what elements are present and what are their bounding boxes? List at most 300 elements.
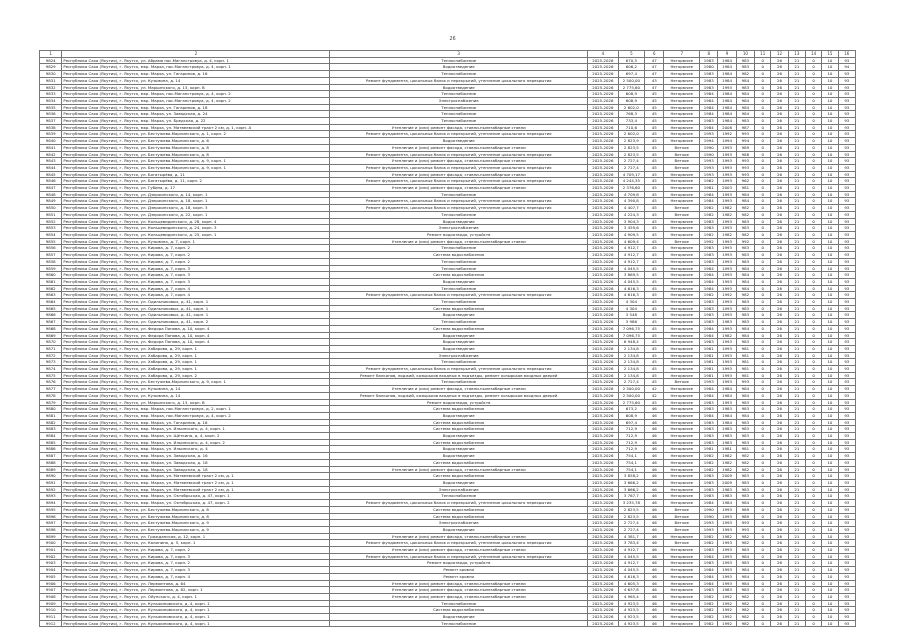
cell-condition: Негорючее <box>664 245 700 252</box>
cell-row-number: 9860 <box>40 272 62 279</box>
cell-year-c10: 981 <box>736 352 754 359</box>
cell-area: 733,4 <box>618 118 644 125</box>
cell-area: 4 637,8 <box>618 587 644 594</box>
cell-condition: Негорючее <box>664 265 700 272</box>
cell-year-c10: 993 <box>736 158 754 165</box>
cell-col-14: 0 <box>805 185 821 192</box>
cell-work-type: Ремонт фундамента, цокольных балок и перекрытий, утепление цокольного перекрытия <box>330 164 588 171</box>
cell-work-type: Система водоснабжения <box>330 426 588 433</box>
cell-wear-pct: 46 <box>645 466 664 473</box>
cell-year-c10: 982 <box>736 593 754 600</box>
cell-year-c10: 981 <box>736 446 754 453</box>
cell-col-16: 93 <box>838 138 855 145</box>
cell-period: 2025-2026 <box>588 513 619 520</box>
cell-address: Республика Саха (Якутия), г. Якутск, ул. Кирова, д. 7, корп. 4 <box>62 285 330 292</box>
cell-condition: Ветхое <box>664 164 700 171</box>
cell-address: Республика Саха (Якутия), г. Якутск, ул. Бестужева-Марлинского, д. 1, корп. 2 <box>62 131 330 138</box>
cell-address: Республика Саха (Якутия), г. Якутск, ул. Дзержинского, д. 22, корп. 1 <box>62 211 330 218</box>
cell-row-number: 9875 <box>40 372 62 379</box>
cell-col-11: 0 <box>755 433 771 440</box>
cell-col-12: 26 <box>771 245 788 252</box>
cell-overhaul-year: 1993 <box>718 359 736 366</box>
cell-col-16: 93 <box>838 205 855 212</box>
cell-address: Республика Саха (Якутия), г. Якутск, ул. Богатырёва, д. 11, корп. 2 <box>62 178 330 185</box>
table-row <box>40 620 856 627</box>
cell-work-type: Система водоснабжения <box>330 439 588 446</box>
cell-col-11: 0 <box>755 580 771 587</box>
cell-col-11: 0 <box>755 520 771 527</box>
table-row <box>40 573 856 580</box>
cell-col-16: 93 <box>838 500 855 507</box>
table-row <box>40 392 856 399</box>
cell-wear-pct: 45 <box>645 211 664 218</box>
cell-overhaul-year: 1993 <box>718 339 736 346</box>
cell-work-type: Водоотведение <box>330 84 588 91</box>
cell-col-15: 10 <box>822 446 838 453</box>
table-row <box>40 131 856 138</box>
cell-row-number: 9858 <box>40 258 62 265</box>
cell-col-12: 26 <box>771 607 788 614</box>
cell-build-year: 1983 <box>700 419 718 426</box>
cell-wear-pct: 46 <box>645 587 664 594</box>
cell-col-15: 10 <box>822 218 838 225</box>
cell-area: 4 304 <box>618 305 644 312</box>
cell-period: 2025-2026 <box>588 158 619 165</box>
table-row <box>40 231 856 238</box>
cell-build-year: 1993 <box>700 164 718 171</box>
cell-overhaul-year: 1983 <box>718 433 736 440</box>
cell-area: 3 904,3 <box>618 218 644 225</box>
cell-col-14: 0 <box>805 352 821 359</box>
cell-work-type: Водоотведение <box>330 278 588 285</box>
cell-build-year: 1982 <box>700 533 718 540</box>
cell-col-15: 10 <box>822 587 838 594</box>
cell-address: Республика Саха (Якутия), г. Якутск, ул. Кульжиновского, д. 4, корп. 1 <box>62 600 330 607</box>
cell-col-12: 26 <box>771 185 788 192</box>
cell-col-13: 21 <box>788 466 805 473</box>
cell-area: 4 045,5 <box>618 553 644 560</box>
cell-address: Республика Саха (Якутия), г. Якутск, мкр. Марха, ул. Матвеевский тракт 2 км, д. 1 <box>62 480 330 487</box>
cell-condition: Ветхое <box>664 238 700 245</box>
cell-wear-pct: 46 <box>645 580 664 587</box>
cell-row-number: 9904 <box>40 567 62 574</box>
cell-overhaul-year: 1982 <box>718 466 736 473</box>
cell-overhaul-year: 1992 <box>718 593 736 600</box>
cell-overhaul-year: 1993 <box>718 164 736 171</box>
cell-col-11: 0 <box>755 278 771 285</box>
cell-col-15: 10 <box>822 339 838 346</box>
cell-col-16: 93 <box>838 191 855 198</box>
cell-work-type: Ремонт фундамента, цокольных балок и перекрытий, утепление цокольного перекрытия <box>330 500 588 507</box>
cell-col-14: 0 <box>805 339 821 346</box>
cell-build-year: 1994 <box>700 138 718 145</box>
cell-row-number: 9879 <box>40 399 62 406</box>
cell-overhaul-year: 1993 <box>718 238 736 245</box>
cell-area: 3 869,5 <box>618 272 644 279</box>
cell-col-13: 21 <box>788 600 805 607</box>
cell-col-16: 93 <box>838 238 855 245</box>
cell-row-number: 9844 <box>40 164 62 171</box>
cell-col-16: 93 <box>838 580 855 587</box>
cell-wear-pct: 45 <box>645 225 664 232</box>
cell-build-year: 1984 <box>700 91 718 98</box>
cell-overhaul-year: 1982 <box>718 459 736 466</box>
cell-col-12: 26 <box>771 386 788 393</box>
cell-overhaul-year: 1993 <box>718 84 736 91</box>
cell-area: 4 381,7 <box>618 533 644 540</box>
cell-wear-pct: 46 <box>645 513 664 520</box>
cell-build-year: 1984 <box>700 325 718 332</box>
cell-overhaul-year: 1994 <box>718 138 736 145</box>
cell-area: 2 727,4 <box>618 520 644 527</box>
cell-work-type: Водоотведение <box>330 345 588 352</box>
cell-area: 754,1 <box>618 466 644 473</box>
cell-condition: Негорючее <box>664 446 700 453</box>
cell-col-13: 21 <box>788 446 805 453</box>
table-row <box>40 459 856 466</box>
cell-col-14: 0 <box>805 325 821 332</box>
cell-address: Республика Саха (Якутия), г. Якутск, ул. Кирова, д. 7, корп. 3 <box>62 553 330 560</box>
cell-col-15: 10 <box>822 131 838 138</box>
cell-col-14: 0 <box>805 151 821 158</box>
cell-col-11: 0 <box>755 319 771 326</box>
cell-overhaul-year: 1993 <box>718 191 736 198</box>
cell-wear-pct: 46 <box>645 480 664 487</box>
cell-col-15: 10 <box>822 580 838 587</box>
cell-address: Республика Саха (Якутия), г. Якутск, ул. Кирова, д. 7, корп. 2 <box>62 258 330 265</box>
cell-col-15: 10 <box>822 406 838 413</box>
cell-period: 2025-2026 <box>588 278 619 285</box>
cell-col-14: 0 <box>805 547 821 554</box>
cell-col-14: 0 <box>805 439 821 446</box>
cell-address: Республика Саха (Якутия), г. Якутск, ул. Федора Попова, д. 10, корп. 4 <box>62 339 330 346</box>
cell-area: 712,9 <box>618 426 644 433</box>
cell-col-12: 26 <box>771 500 788 507</box>
cell-period: 2025-2026 <box>588 439 619 446</box>
cell-col-16: 93 <box>838 231 855 238</box>
cell-address: Республика Саха (Якутия), г. Якутск, ул. Хабарова, д. 29, корп. 1 <box>62 345 330 352</box>
cell-row-number: 9908 <box>40 593 62 600</box>
cell-row-number: 9878 <box>40 392 62 399</box>
cell-wear-pct: 46 <box>645 406 664 413</box>
cell-wear-pct: 46 <box>645 433 664 440</box>
cell-condition: Негорючее <box>664 533 700 540</box>
cell-work-type: Ремонт фундамента, цокольных балок и перекрытий, утепление цокольного перекрытия <box>330 205 588 212</box>
cell-col-16: 93 <box>838 312 855 319</box>
cell-period: 2025-2026 <box>588 312 619 319</box>
cell-area: 2 727,4 <box>618 379 644 386</box>
cell-overhaul-year: 2009 <box>718 480 736 487</box>
cell-overhaul-year: 1984 <box>718 71 736 78</box>
cell-col-14: 0 <box>805 459 821 466</box>
cell-period: 2025-2026 <box>588 533 619 540</box>
cell-work-type: Водоотведение <box>330 339 588 346</box>
cell-row-number: 9824 <box>40 57 62 64</box>
cell-wear-pct: 42 <box>645 386 664 393</box>
cell-condition: Негорючее <box>664 366 700 373</box>
cell-col-15: 10 <box>822 111 838 118</box>
cell-col-16: 93 <box>838 426 855 433</box>
cell-area: 2 823,5 <box>618 144 644 151</box>
cell-wear-pct: 45 <box>645 245 664 252</box>
cell-col-14: 0 <box>805 111 821 118</box>
cell-col-15: 10 <box>822 238 838 245</box>
cell-col-12: 26 <box>771 292 788 299</box>
cell-col-11: 0 <box>755 506 771 513</box>
cell-work-type: Теплоснабжение <box>330 71 588 78</box>
cell-col-12: 26 <box>771 285 788 292</box>
cell-col-11: 0 <box>755 453 771 460</box>
cell-row-number: 9894 <box>40 500 62 507</box>
cell-col-12: 26 <box>771 64 788 71</box>
cell-col-13: 21 <box>788 258 805 265</box>
cell-col-13: 21 <box>788 138 805 145</box>
table-row <box>40 118 856 125</box>
cell-year-c10: 984 <box>736 111 754 118</box>
cell-row-number: 9889 <box>40 466 62 473</box>
cell-build-year: 1984 <box>700 500 718 507</box>
cell-col-16: 93 <box>838 299 855 306</box>
cell-row-number: 9831 <box>40 77 62 84</box>
cell-col-16: 93 <box>838 91 855 98</box>
cell-period: 2025-2026 <box>588 412 619 419</box>
cell-work-type: Утепление и (или) ремонт фасада, ставни-пылезабарные ставни <box>330 580 588 587</box>
cell-year-c10: 983 <box>736 419 754 426</box>
table-row <box>40 412 856 419</box>
cell-address: Республика Саха (Якутия), г. Якутск, мкр. Марха, ул. Заводская, д. 18 <box>62 466 330 473</box>
cell-col-16: 93 <box>838 620 855 627</box>
cell-address: Республика Саха (Якутия), г. Якутск, ул. Хабарова, д. 29, корп. 1 <box>62 366 330 373</box>
cell-build-year: 1990 <box>700 513 718 520</box>
cell-col-14: 0 <box>805 265 821 272</box>
cell-area: 3 783,4 <box>618 540 644 547</box>
cell-period: 2025-2026 <box>588 77 619 84</box>
cell-overhaul-year: 1993 <box>718 399 736 406</box>
cell-period: 2025-2026 <box>588 372 619 379</box>
cell-build-year: 1984 <box>700 386 718 393</box>
cell-condition: Негорючее <box>664 71 700 78</box>
cell-col-13: 21 <box>788 97 805 104</box>
cell-year-c10: 983 <box>736 312 754 319</box>
cell-col-16: 93 <box>838 292 855 299</box>
cell-row-number: 9863 <box>40 292 62 299</box>
cell-row-number: 9841 <box>40 144 62 151</box>
cell-period: 2025-2026 <box>588 91 619 98</box>
cell-col-15: 10 <box>822 171 838 178</box>
cell-col-15: 10 <box>822 513 838 520</box>
table-row <box>40 265 856 272</box>
cell-col-16: 93 <box>838 118 855 125</box>
cell-condition: Ветхое <box>664 151 700 158</box>
cell-col-11: 0 <box>755 620 771 627</box>
cell-condition: Негорючее <box>664 185 700 192</box>
cell-col-16: 93 <box>838 225 855 232</box>
cell-col-15: 10 <box>822 419 838 426</box>
cell-col-14: 0 <box>805 526 821 533</box>
cell-work-type: Утепление и (или) ремонт фасада, ставни-пылезабарные ставни <box>330 466 588 473</box>
cell-col-11: 0 <box>755 191 771 198</box>
cell-year-c10: 984 <box>736 265 754 272</box>
table-row <box>40 493 856 500</box>
cell-col-13: 21 <box>788 580 805 587</box>
cell-area: 2 134,8 <box>618 345 644 352</box>
cell-overhaul-year: 1984 <box>718 386 736 393</box>
cell-row-number: 9847 <box>40 185 62 192</box>
cell-year-c10: 984 <box>736 104 754 111</box>
cell-col-11: 0 <box>755 71 771 78</box>
cell-col-11: 0 <box>755 386 771 393</box>
cell-col-12: 26 <box>771 57 788 64</box>
cell-build-year: 1983 <box>700 84 718 91</box>
table-row <box>40 124 856 131</box>
cell-build-year: 1982 <box>700 614 718 621</box>
cell-period: 2025-2026 <box>588 386 619 393</box>
table-row <box>40 446 856 453</box>
cell-overhaul-year: 1993 <box>718 278 736 285</box>
cell-year-c10: 984 <box>736 553 754 560</box>
cell-year-c10: 984 <box>736 332 754 339</box>
table-row <box>40 252 856 259</box>
cell-overhaul-year: 1983 <box>718 493 736 500</box>
cell-period: 2025-2026 <box>588 366 619 373</box>
cell-area: 3 235,78 <box>618 500 644 507</box>
cell-col-11: 0 <box>755 91 771 98</box>
cell-year-c10: 994 <box>736 138 754 145</box>
cell-overhaul-year: 1984 <box>718 412 736 419</box>
cell-col-14: 0 <box>805 567 821 574</box>
cell-address: Республика Саха (Якутия), г. Якутск, мкр. Марха, ул. Гагаринов, д. 16 <box>62 419 330 426</box>
table-row <box>40 305 856 312</box>
cell-row-number: 9856 <box>40 245 62 252</box>
cell-col-15: 10 <box>822 265 838 272</box>
cell-col-14: 0 <box>805 97 821 104</box>
cell-col-14: 0 <box>805 620 821 627</box>
cell-col-13: 21 <box>788 171 805 178</box>
cell-area: 4 609,4 <box>618 238 644 245</box>
cell-area: 4 923,5 <box>618 620 644 627</box>
table-row <box>40 486 856 493</box>
cell-build-year: 1982 <box>700 593 718 600</box>
cell-build-year: 1981 <box>700 372 718 379</box>
cell-work-type: Водоотведение <box>330 526 588 533</box>
cell-row-number: 9884 <box>40 433 62 440</box>
cell-row-number: 9853 <box>40 225 62 232</box>
cell-area: 768,3 <box>618 111 644 118</box>
cell-col-16: 93 <box>838 439 855 446</box>
cell-year-c10: 981 <box>736 345 754 352</box>
cell-work-type: Утепление и (или) ремонт фасада, ставни-пылезабарные ставни <box>330 587 588 594</box>
cell-col-16: 93 <box>838 278 855 285</box>
cell-year-c10: 982 <box>736 620 754 627</box>
cell-col-15: 10 <box>822 332 838 339</box>
cell-condition: Негорючее <box>664 352 700 359</box>
cell-col-16: 93 <box>838 77 855 84</box>
cell-overhaul-year: 1993 <box>718 573 736 580</box>
cell-condition: Негорючее <box>664 580 700 587</box>
cell-build-year: 1982 <box>700 607 718 614</box>
cell-build-year: 1984 <box>700 198 718 205</box>
cell-address: Республика Саха (Якутия), г. Якутск, ул. Кирова, д. 7, корп. 3 <box>62 272 330 279</box>
cell-condition: Негорючее <box>664 258 700 265</box>
cell-col-15: 10 <box>822 526 838 533</box>
cell-row-number: 9865 <box>40 305 62 312</box>
cell-year-c10: 988 <box>736 151 754 158</box>
cell-condition: Негорючее <box>664 171 700 178</box>
cell-condition: Негорючее <box>664 426 700 433</box>
cell-col-14: 0 <box>805 513 821 520</box>
cell-address: Республика Саха (Якутия), г. Якутск, ул. Хабарова, д. 29, корп. 2 <box>62 372 330 379</box>
cell-overhaul-year: 2003 <box>718 185 736 192</box>
cell-year-c10: 983 <box>736 118 754 125</box>
cell-wear-pct: 45 <box>645 131 664 138</box>
cell-col-11: 0 <box>755 372 771 379</box>
cell-row-number: 9882 <box>40 419 62 426</box>
cell-period: 2025-2026 <box>588 560 619 567</box>
cell-address: Республика Саха (Якутия), г. Якутск, ул. Одильниковых, д. 41, корп. 1 <box>62 305 330 312</box>
cell-wear-pct: 46 <box>645 540 664 547</box>
cell-area: 2 134,8 <box>618 366 644 373</box>
cell-col-13: 21 <box>788 593 805 600</box>
cell-condition: Негорючее <box>664 64 700 71</box>
cell-wear-pct: 45 <box>645 278 664 285</box>
cell-col-16: 93 <box>838 305 855 312</box>
cell-address: Республика Саха (Якутия), г. Якутск, мкр. Марха, ул. Ильинского, д. 4 <box>62 446 330 453</box>
cell-build-year: 1981 <box>700 446 718 453</box>
cell-build-year: 1982 <box>700 231 718 238</box>
cell-address: Республика Саха (Якутия), г. Якутск, ул. Бестужева-Марлинского, д. 9, корп. 1 <box>62 164 330 171</box>
cell-address: Республика Саха (Якутия), г. Якутск, мкр. Марха, ул. Гагаринов, д. 16 <box>62 71 330 78</box>
cell-col-11: 0 <box>755 553 771 560</box>
table-row <box>40 191 856 198</box>
cell-build-year: 1983 <box>700 305 718 312</box>
cell-year-c10: 984 <box>736 97 754 104</box>
cell-col-15: 10 <box>822 352 838 359</box>
cell-area: 2 823,5 <box>618 513 644 520</box>
cell-address: Республика Саха (Якутия), г. Якутск, мкр. Марха, ул. Ильинского, д. 4, корп. 1 <box>62 426 330 433</box>
cell-col-12: 26 <box>771 600 788 607</box>
cell-overhaul-year: 1993 <box>718 178 736 185</box>
cell-col-16: 93 <box>838 366 855 373</box>
cell-col-13: 21 <box>788 312 805 319</box>
cell-area: 2 134,8 <box>618 359 644 366</box>
cell-area: 3 548 <box>618 312 644 319</box>
cell-col-13: 21 <box>788 218 805 225</box>
cell-period: 2025-2026 <box>588 526 619 533</box>
table-row <box>40 580 856 587</box>
cell-col-13: 21 <box>788 520 805 527</box>
cell-area: 712,9 <box>618 439 644 446</box>
cell-col-12: 26 <box>771 513 788 520</box>
cell-row-number: 9907 <box>40 587 62 594</box>
cell-period: 2025-2026 <box>588 547 619 554</box>
cell-wear-pct: 45 <box>645 178 664 185</box>
cell-work-type: Водоотведение <box>330 332 588 339</box>
cell-col-15: 10 <box>822 91 838 98</box>
cell-work-type: Электроснабжение <box>330 97 588 104</box>
cell-overhaul-year: 1993 <box>718 272 736 279</box>
cell-overhaul-year: 1982 <box>718 533 736 540</box>
cell-col-13: 21 <box>788 386 805 393</box>
table-row <box>40 185 856 192</box>
cell-overhaul-year: 1993 <box>718 580 736 587</box>
cell-period: 2025-2026 <box>588 218 619 225</box>
cell-work-type: Теплоснабжение <box>330 620 588 627</box>
cell-wear-pct: 45 <box>645 151 664 158</box>
cell-col-11: 0 <box>755 540 771 547</box>
cell-col-14: 0 <box>805 493 821 500</box>
cell-col-15: 10 <box>822 553 838 560</box>
cell-col-15: 10 <box>822 211 838 218</box>
